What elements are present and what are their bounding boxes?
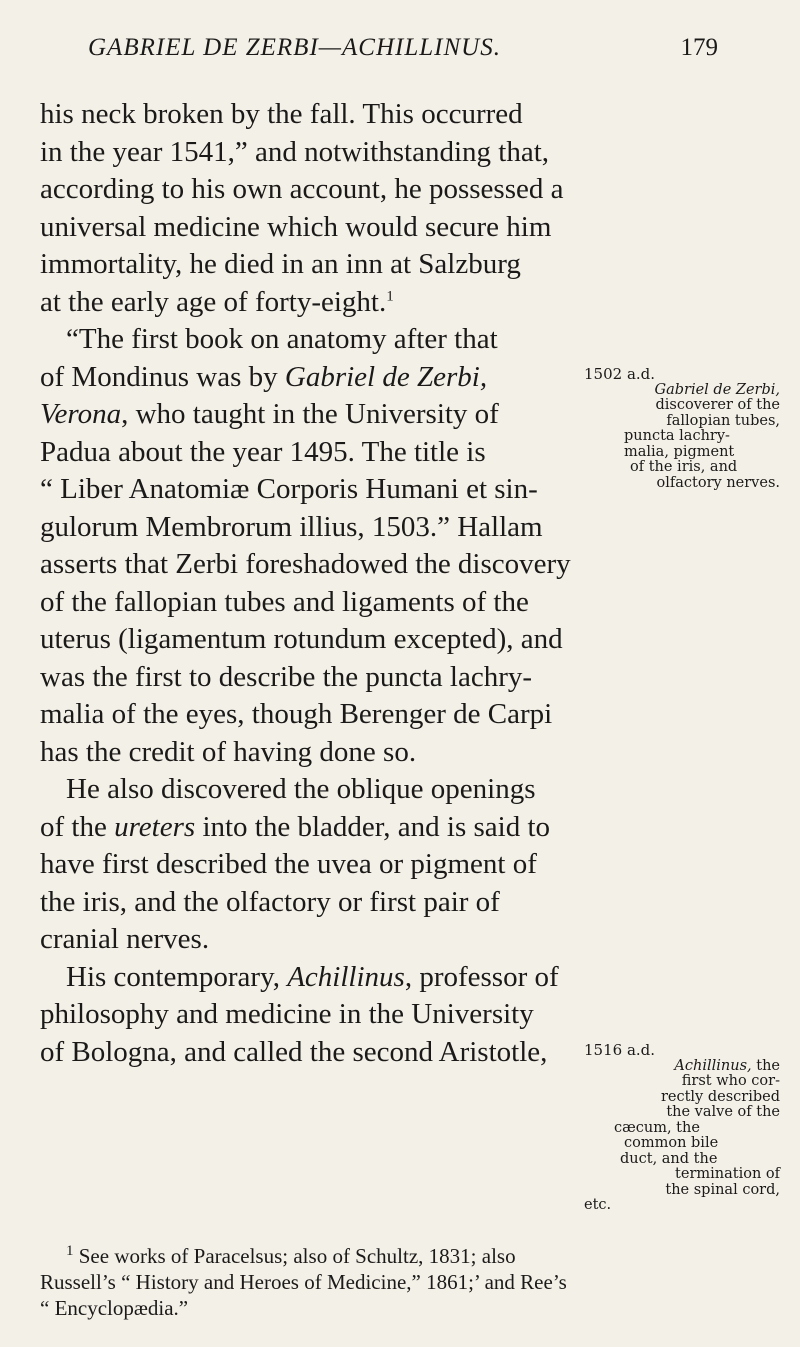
sidenote-achillinus — [584, 1043, 780, 1214]
sidenote-line: rectly described — [660, 1088, 780, 1105]
page-number: 179 — [680, 34, 718, 61]
text-segment: at the early age of forty-eight. — [40, 285, 387, 318]
sidenote-line: the spinal cord, — [665, 1181, 780, 1198]
footnote-line — [40, 1243, 560, 1269]
text-segment: of the — [40, 810, 115, 843]
zerbi-name: Gabriel de Zerbi, — [284, 360, 488, 393]
sidenote-date: 1502 a.d. — [584, 365, 656, 383]
main-text — [40, 96, 571, 1071]
text-line: philosophy and medicine in the University — [40, 998, 534, 1030]
text-line: gulorum Membrorum illius, 1503.” Hallam — [40, 510, 543, 543]
text-line: uterus (ligamentum rotundum excepted), and — [40, 623, 563, 655]
sidenote-line: malia, pigment — [624, 443, 735, 460]
sidenote-line: first who cor- — [681, 1073, 780, 1089]
text-segment: into the bladder, and is said to — [195, 810, 551, 843]
footnote-line: “ Encyclopædia.” — [40, 1296, 189, 1320]
sidenote-zerbi — [584, 367, 780, 491]
sidenote-date: 1516 a.d. — [584, 1041, 656, 1059]
text-line: has the credit of having done so. — [40, 735, 417, 768]
text-line — [40, 959, 560, 997]
sidenote-line: discoverer of the — [655, 397, 780, 413]
text-line: his neck broken by the fall. This occurred — [40, 98, 523, 130]
verona-name: Verona — [40, 398, 122, 430]
footnote-reference: 1 — [386, 287, 394, 304]
sidenote-line: olfactory nerves. — [656, 474, 780, 491]
achillinus-name: Achillinus — [287, 960, 405, 993]
footnote-mark: 1 — [66, 1243, 74, 1259]
text-line: have first described the uvea or pigment of — [40, 848, 537, 880]
text-line: “ Liber Anatomiæ Corporis Humani et sin- — [40, 473, 538, 505]
text-line: universal medicine which would secure him — [40, 210, 552, 243]
footnote-text: See works of Paracelsus; also of Schultz, 1831; also — [78, 1244, 516, 1268]
sidenote-line: termination of — [675, 1166, 780, 1182]
text-line: cranial nerves. — [40, 923, 210, 955]
footnote-line: Russell’s “ History and Heroes of Medicine,” 1861;’ and Ree’s — [40, 1270, 567, 1294]
sidenote-line: duct, and the — [620, 1150, 718, 1167]
sidenote-name: Achillinus, — [674, 1057, 752, 1074]
sidenote-line: puncta lachry- — [624, 428, 730, 444]
sidenote-line: of the iris, and — [630, 459, 738, 475]
text-line — [40, 284, 560, 322]
text-line: Padua about the year 1495. The title is — [40, 435, 486, 468]
sidenote-line: fallopian tubes, — [666, 412, 780, 429]
text-line: in the year 1541,” and notwithstanding that, — [40, 135, 550, 168]
text-line: malia of the eyes, though Berenger de Carpi — [40, 698, 553, 730]
text-segment: , professor of — [404, 960, 559, 993]
text-line — [40, 396, 560, 434]
sidenote-name: Gabriel de Zerbi, — [654, 381, 780, 398]
text-line: asserts that Zerbi foreshadowed the discovery — [40, 548, 571, 580]
text-segment: His contemporary, — [66, 960, 288, 993]
ureters-word: ureters — [114, 810, 196, 843]
running-head: GABRIEL DE ZERBI—ACHILLINUS. — [88, 34, 501, 61]
text-line: He also discovered the oblique openings — [66, 773, 536, 805]
text-line: according to his own account, he possessed a — [40, 173, 564, 205]
text-line: was the first to describe the puncta lachry- — [40, 660, 533, 693]
sidenote-line: cæcum, the — [614, 1119, 700, 1136]
sidenote-line: etc. — [584, 1197, 612, 1213]
text-segment: of Mondinus was by — [40, 360, 285, 393]
footnote-block — [40, 1243, 567, 1321]
sidenote-line: common bile — [624, 1135, 719, 1151]
text-segment: , who taught in the University of — [121, 398, 499, 430]
sidenote-name-line — [584, 1059, 780, 1075]
page-header — [88, 34, 718, 74]
text-line: immortality, he died in an inn at Salzburg — [40, 248, 521, 280]
sidenote-name-rest: the — [751, 1057, 780, 1074]
text-line: of Bologna, and called the second Aristotle, — [40, 1035, 548, 1068]
sidenote-line: the valve of the — [666, 1104, 780, 1120]
text-line — [40, 809, 560, 847]
text-line: “The first book on anatomy after that — [66, 323, 498, 355]
text-line — [40, 359, 560, 397]
text-line: of the fallopian tubes and ligaments of the — [40, 585, 529, 618]
text-line: the iris, and the olfactory or first pair of — [40, 885, 500, 918]
